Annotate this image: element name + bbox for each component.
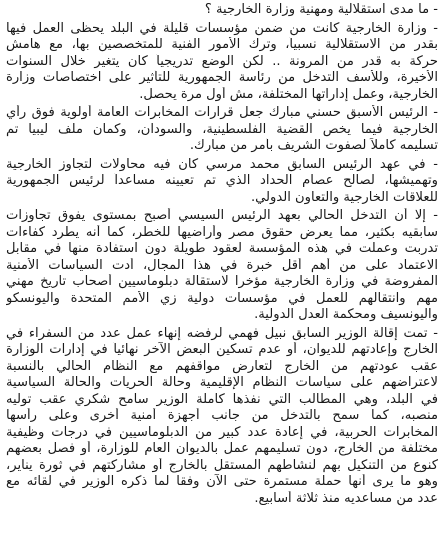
text-line: للعلاقات الخارجية والتعاون الدولي. — [250, 189, 438, 205]
text-line: الخارج وإعادتهم للديوان، أو عدم تسكين البعض الآخر نهائياً في إدارات الوزارة — [6, 342, 438, 357]
text-line: تدربت وعملت في هذه المؤسسة لعقود طويلة دون استفادة منها في مقابل — [6, 241, 438, 256]
text-line: الاعتماد على من أهم أقل خبرة في هذا المجال، أدت السياسات الأمنية — [6, 257, 438, 273]
text-line: - وزارة الخارجية كانت من ضمن مؤسسات قليلة في البلد يحظى العمل فيها — [6, 20, 438, 36]
text-line: المفروضة في وزارة الخارجية مؤخرا لاستقالة دبلوماسيين أصحاب تاريخ مهني — [6, 274, 438, 289]
text-line: مهم وانتقالهم للعمل في مؤسسات دولية زي الأمم المتحدة واليونسكو — [6, 290, 438, 306]
text-line: الخارجية، وعمل إداراتها المختلفة، مش أول مرة يحصل. — [139, 86, 438, 102]
text-line: وتهميشها، لصالح عصام الحداد الذي تم تعيينه مساعداً لرئيس الجمهورية — [6, 173, 438, 188]
text-line: الخارجية فيما يخص القضية الفلسطينية، والسودان، وكمان ملف ليبيا تم — [6, 121, 438, 137]
text-line: - الرئيس الأسبق حسني مبارك جعل قرارات المخابرات العامة أولوية فوق رأي — [6, 105, 438, 120]
text-line: سابقيه بكثير، مما يعرض حقوق مصر وأراضيها للخطر، كما أنه يطرد كفاءات — [6, 224, 438, 240]
text-line: عقب عودتهم من الخارج لتعارض مواقفهم مع النظام الحالي بالنسبة — [6, 358, 438, 374]
text-line: واليونسيف ومحكمة العدل الدولية. — [254, 307, 438, 322]
text-line: - في عهد الرئيس السابق محمد مرسي كان فيه محاولات لتجاوز الخارجية — [6, 156, 438, 172]
text-line: في البلد، وهي المطالب التي نفذها كاملة الوزير سامح شكري عقب توليه — [6, 391, 438, 407]
text-line: لاعتراضهم على سياسات النظام الإقليمية وحالة الحريات والحالة السياسية — [6, 375, 438, 390]
text-line: عدد من مساعديه منذ ثلاثة أسابيع. — [254, 490, 438, 506]
text-line: مختلفة من الخارج، دون تسليمهم عمل بالديوان العام للوزارة، أو فصل بعضهم — [6, 441, 438, 456]
text-line: الأخيرة، وللأسف التدخل من رئاسة الجمهورية للتأثير على اختصاصات وزارة — [6, 70, 438, 85]
text-line: - إلا أن التدخل الحالي بعهد الرئيس السيسي أصبح بمستوى يفوق تجاوزات — [6, 208, 438, 223]
text-line: وهو ما يرى أنها حملة مستمرة حتى الآن وفقا لما ذكره الوزير في لقائه مع — [6, 474, 438, 489]
text-line: المخابرات الحربية، في إعادة عدد كبير من الدبلوماسيين في درجات وظيفية — [6, 424, 438, 440]
text-line: تسليمه كاملاً لصفوت الشريف بأمر من مبارك. — [189, 138, 438, 153]
text-line: كنوع من التنكيل بهم لنشاطهم المستقل بالخارج أو مشاركتهم في ثورة يناير، — [6, 457, 438, 473]
text-line: بقدر من الاستقلالية نسبياً، وترك الأمور الفنية للمتخصصين بها، مع هامش — [6, 37, 438, 52]
text-line: - تمت إقالة الوزير السابق نبيل فهمي لرفضه إنهاء عمل عدد من السفراء في — [6, 325, 438, 341]
text-line: منصبه، كما سمح بالتدخل من جانب أجهزة أمنية أخرى وعلى رأسها — [6, 408, 438, 423]
text-line: حركة به قدر من المرونة .. لكن الوضع تدريجياً كان يتغير خلال السنوات — [6, 53, 438, 69]
text-line: - ما مدى استقلالية ومهنية وزارة الخارجية ؟ — [204, 2, 438, 17]
